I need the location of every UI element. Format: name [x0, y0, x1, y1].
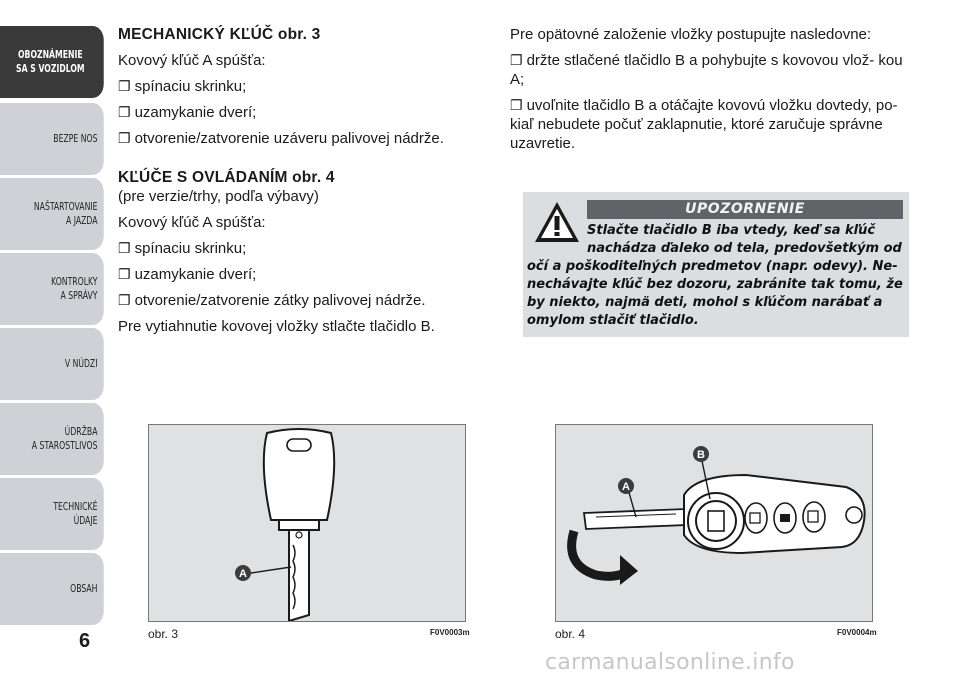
- subheading: (pre verzie/trhy, podľa výbavy): [118, 188, 319, 205]
- section-heading: KĽÚČE S OVLÁDANÍM obr. 4: [118, 169, 335, 186]
- list-item: ❐ otvorenie/zatvorenie uzáveru palivovej nádrže.: [118, 130, 444, 147]
- tab-v-nudzi[interactable]: [0, 328, 104, 400]
- left-column: [118, 25, 448, 343]
- tab-label: OBSAH: [70, 582, 98, 595]
- tab-nastartovanie[interactable]: [0, 178, 104, 250]
- tab-udrzba[interactable]: [0, 403, 104, 475]
- page-number: 6: [79, 630, 91, 652]
- checkbox-bullet-icon: ❐: [118, 130, 131, 146]
- warning-line: nachádza ďaleko od tela, predovšetkým od: [587, 241, 902, 256]
- right-column: [510, 25, 910, 160]
- list-item: ❐ uzamykanie dverí;: [118, 266, 257, 283]
- checkbox-bullet-icon: ❐: [118, 240, 131, 256]
- checkbox-bullet-icon: ❐: [118, 292, 131, 308]
- tab-label: OBOZNÁMENIE SA S VOZIDLOM: [16, 48, 85, 75]
- figure-mechanical-key: [148, 424, 466, 622]
- paragraph: Pre opätovné založenie vložky postupujte nasledovne:: [510, 26, 872, 43]
- paragraph: Kovový kľúč A spúšťa:: [118, 52, 266, 69]
- warning-title: UPOZORNENIE: [587, 200, 903, 219]
- tab-kontrolky[interactable]: [0, 253, 104, 325]
- flip-key-illustration: [556, 425, 872, 621]
- list-item: ❐ uvoľnite tlačidlo B a otáčajte kovovú vložku dovtedy, po- kiaľ nebudete počuť zaklapnutie, ktoré zaručuje správne uzavretie.: [510, 97, 898, 152]
- tab-label: BEZPE NOS: [53, 132, 98, 145]
- paragraph: Pre vytiahnutie kovovej vložky stlačte tlačidlo B.: [118, 318, 435, 335]
- mechanical-key-illustration: [149, 425, 465, 621]
- tab-obsah[interactable]: [0, 553, 104, 625]
- checkbox-bullet-icon: ❐: [118, 104, 131, 120]
- figure-flip-key: [555, 424, 873, 622]
- label-b: B: [697, 449, 705, 461]
- list-item: ❐ spínaciu skrinku;: [118, 78, 247, 95]
- tab-label: NAŠTARTOVANIE A JAZDA: [33, 200, 98, 227]
- tab-technicke-udaje[interactable]: [0, 478, 104, 550]
- label-a: A: [239, 568, 247, 580]
- paragraph: Kovový kľúč A spúšťa:: [118, 214, 266, 231]
- tab-label: ÚDRŽBA A STAROSTLIVOS: [31, 425, 98, 452]
- label-a: A: [622, 481, 630, 493]
- warning-body: očí a poškoditeľných predmetov (napr. odevy). Ne- nechávajte kľúč bez dozoru, zabránite tak tomu, že by niekto, najmä deti, mohol s kľúčom narábať a omylom stlačiť tlačidlo.: [527, 259, 903, 328]
- figure-code: F0V0004m: [837, 628, 877, 637]
- checkbox-bullet-icon: ❐: [510, 52, 523, 68]
- tab-label: V NÚDZI: [64, 357, 98, 370]
- tab-label: TECHNICKÉ ÚDAJE: [53, 500, 98, 527]
- figure-caption: obr. 4: [555, 627, 586, 641]
- warning-line: Stlačte tlačidlo B iba vtedy, keď sa kľúč: [587, 223, 876, 238]
- list-item: ❐ spínaciu skrinku;: [118, 240, 247, 257]
- list-item: ❐ držte stlačené tlačidlo B a pohybujte s kovovou vlož- kou A;: [510, 52, 903, 88]
- watermark: carmanualsonline.info: [545, 650, 795, 675]
- checkbox-bullet-icon: ❐: [118, 78, 131, 94]
- tab-bezpecnost[interactable]: [0, 103, 104, 175]
- tab-oboznamenie[interactable]: [0, 26, 104, 98]
- figure-caption: obr. 3: [148, 627, 179, 641]
- figure-code: F0V0003m: [430, 628, 470, 637]
- list-item: ❐ uzamykanie dverí;: [118, 104, 257, 121]
- tab-label: KONTROLKY A SPRÁVY: [51, 275, 98, 302]
- checkbox-bullet-icon: ❐: [118, 266, 131, 282]
- warning-box: [523, 192, 909, 337]
- list-item: ❐ otvorenie/zatvorenie zátky palivovej nádrže.: [118, 292, 426, 309]
- warning-text: [527, 222, 907, 330]
- section-heading: MECHANICKÝ KĽÚČ obr. 3: [118, 26, 321, 43]
- checkbox-bullet-icon: ❐: [510, 97, 523, 113]
